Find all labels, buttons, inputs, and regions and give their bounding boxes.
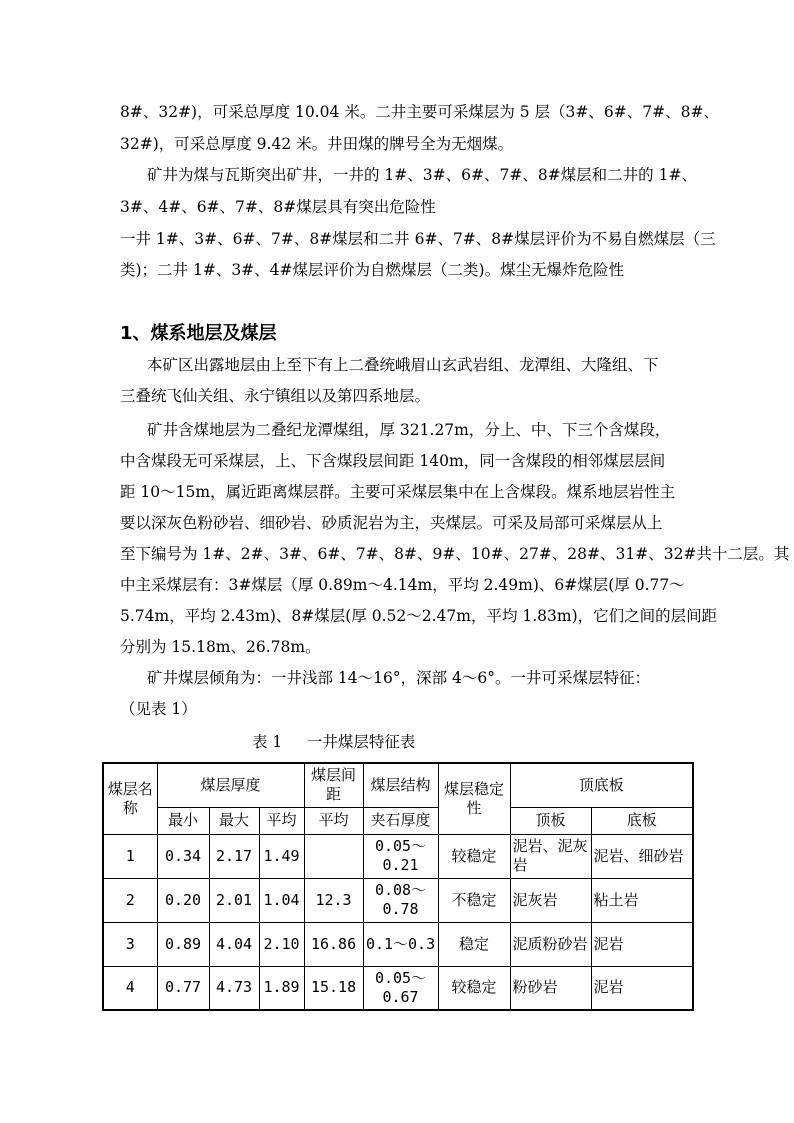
paragraph-line: 中含煤段无可采煤层，上、下含煤段层间距 140m，同一含煤段的相邻煤层层间 [120,452,666,470]
cell-stability: 较稳定 [438,834,510,878]
cell-avg: 1.49 [259,834,304,878]
cell-parting: 0.05～0.21 [363,834,438,878]
header-avg: 平均 [259,807,304,834]
cell-avg: 2.10 [259,922,304,966]
cell-min: 0.20 [157,878,209,922]
cell-roof: 泥岩、泥灰岩 [510,834,591,878]
cell-roof: 泥灰岩 [510,878,591,922]
paragraph-line: 3#、4#、6#、7#、8#煤层具有突出危险性 [120,198,436,216]
header-floor: 底板 [591,807,693,834]
header-seam-name: 煤层名称 [103,763,157,834]
cell-floor: 粘土岩 [591,878,693,922]
cell-avg: 1.04 [259,878,304,922]
paragraph-line: 至下编号为 1#、2#、3#、6#、7#、8#、9#、10#、27#、28#、31#、32#共十二层。其 [120,545,790,563]
cell-spacing [304,834,363,878]
cell-floor: 泥岩 [591,922,693,966]
coal-seam-table [102,762,694,1011]
header-parting: 夹石厚度 [363,807,438,834]
paragraph-line: 矿井煤层倾角为：一井浅部 14～16°，深部 4～6°。一井可采煤层特征： [147,669,651,687]
header-spacing-avg: 平均 [304,807,363,834]
paragraph-line: 矿井含煤地层为二叠纪龙潭煤组，厚 321.27m，分上、中、下三个含煤段， [147,421,671,439]
cell-name: 3 [103,922,157,966]
cell-min: 0.89 [157,922,209,966]
header-thickness: 煤层厚度 [157,763,304,807]
header-roof-floor: 顶底板 [510,763,693,807]
cell-name: 2 [103,878,157,922]
cell-max: 2.01 [209,878,259,922]
header-stability: 煤层稳定性 [438,763,510,834]
section-heading: 1、煤系地层及煤层 [120,323,277,344]
cell-min: 0.77 [157,966,209,1010]
cell-stability: 不稳定 [438,878,510,922]
header-min: 最小 [157,807,209,834]
paragraph-line: 类)；二井 1#、3#、4#煤层评价为自燃煤层（二类)。煤尘无爆炸危险性 [120,261,625,279]
cell-roof: 泥质粉砂岩 [510,922,591,966]
paragraph-line: 分别为 15.18m、26.78m。 [120,638,321,656]
header-max: 最大 [209,807,259,834]
cell-stability: 较稳定 [438,966,510,1010]
table-row [103,966,693,1010]
paragraph-line: 8#、32#)，可采总厚度 10.04 米。二井主要可采煤层为 5 层（3#、6#、7#、8#、 [120,103,719,121]
paragraph-line: （见表 1） [120,700,197,718]
paragraph-line: 5.74m，平均 2.43m)、8#煤层(厚 0.52～2.47m，平均 1.83m)，它们之间的层间距 [120,607,718,625]
cell-spacing: 12.3 [304,878,363,922]
header-roof: 顶板 [510,807,591,834]
cell-name: 1 [103,834,157,878]
table-caption: 表 1 一井煤层特征表 [252,733,416,751]
cell-max: 4.04 [209,922,259,966]
table-row [103,878,693,922]
paragraph-line: 距 10～15m，属近距离煤层群。主要可采煤层集中在上含煤段。煤系地层岩性主 [120,483,676,501]
cell-roof: 粉砂岩 [510,966,591,1010]
header-spacing: 煤层间距 [304,763,363,807]
cell-avg: 1.89 [259,966,304,1010]
cell-spacing: 15.18 [304,966,363,1010]
paragraph-line: 三叠统飞仙关组、永宁镇组以及第四系地层。 [120,387,431,405]
cell-max: 2.17 [209,834,259,878]
cell-parting: 0.08～0.78 [363,878,438,922]
paragraph-line: 32#)，可采总厚度 9.42 米。井田煤的牌号全为无烟煤。 [120,135,514,153]
cell-floor: 泥岩、细砂岩 [591,834,693,878]
paragraph-line: 本矿区出露地层由上至下有上二叠统峨眉山玄武岩组、龙潭组、大隆组、下 [147,356,659,374]
header-structure: 煤层结构 [363,763,438,807]
paragraph-line: 要以深灰色粉砂岩、细砂岩、砂质泥岩为主，夹煤层。可采及局部可采煤层从上 [120,514,663,532]
cell-name: 4 [103,966,157,1010]
cell-parting: 0.1～0.3 [363,922,438,966]
paragraph-line: 中主采煤层有：3#煤层（厚 0.89m～4.14m，平均 2.49m)、6#煤层(厚 0.77～ [120,576,685,594]
table-row [103,922,693,966]
table-row [103,834,693,878]
cell-spacing: 16.86 [304,922,363,966]
paragraph-line: 一井 1#、3#、6#、7#、8#煤层和二井 6#、7#、8#煤层评价为不易自燃煤层（三 [120,230,716,248]
cell-floor: 泥岩 [591,966,693,1010]
cell-max: 4.73 [209,966,259,1010]
cell-stability: 稳定 [438,922,510,966]
cell-parting: 0.05～0.67 [363,966,438,1010]
cell-min: 0.34 [157,834,209,878]
paragraph-line: 矿井为煤与瓦斯突出矿井，一井的 1#、3#、6#、7#、8#煤层和二井的 1#、 [147,166,697,184]
